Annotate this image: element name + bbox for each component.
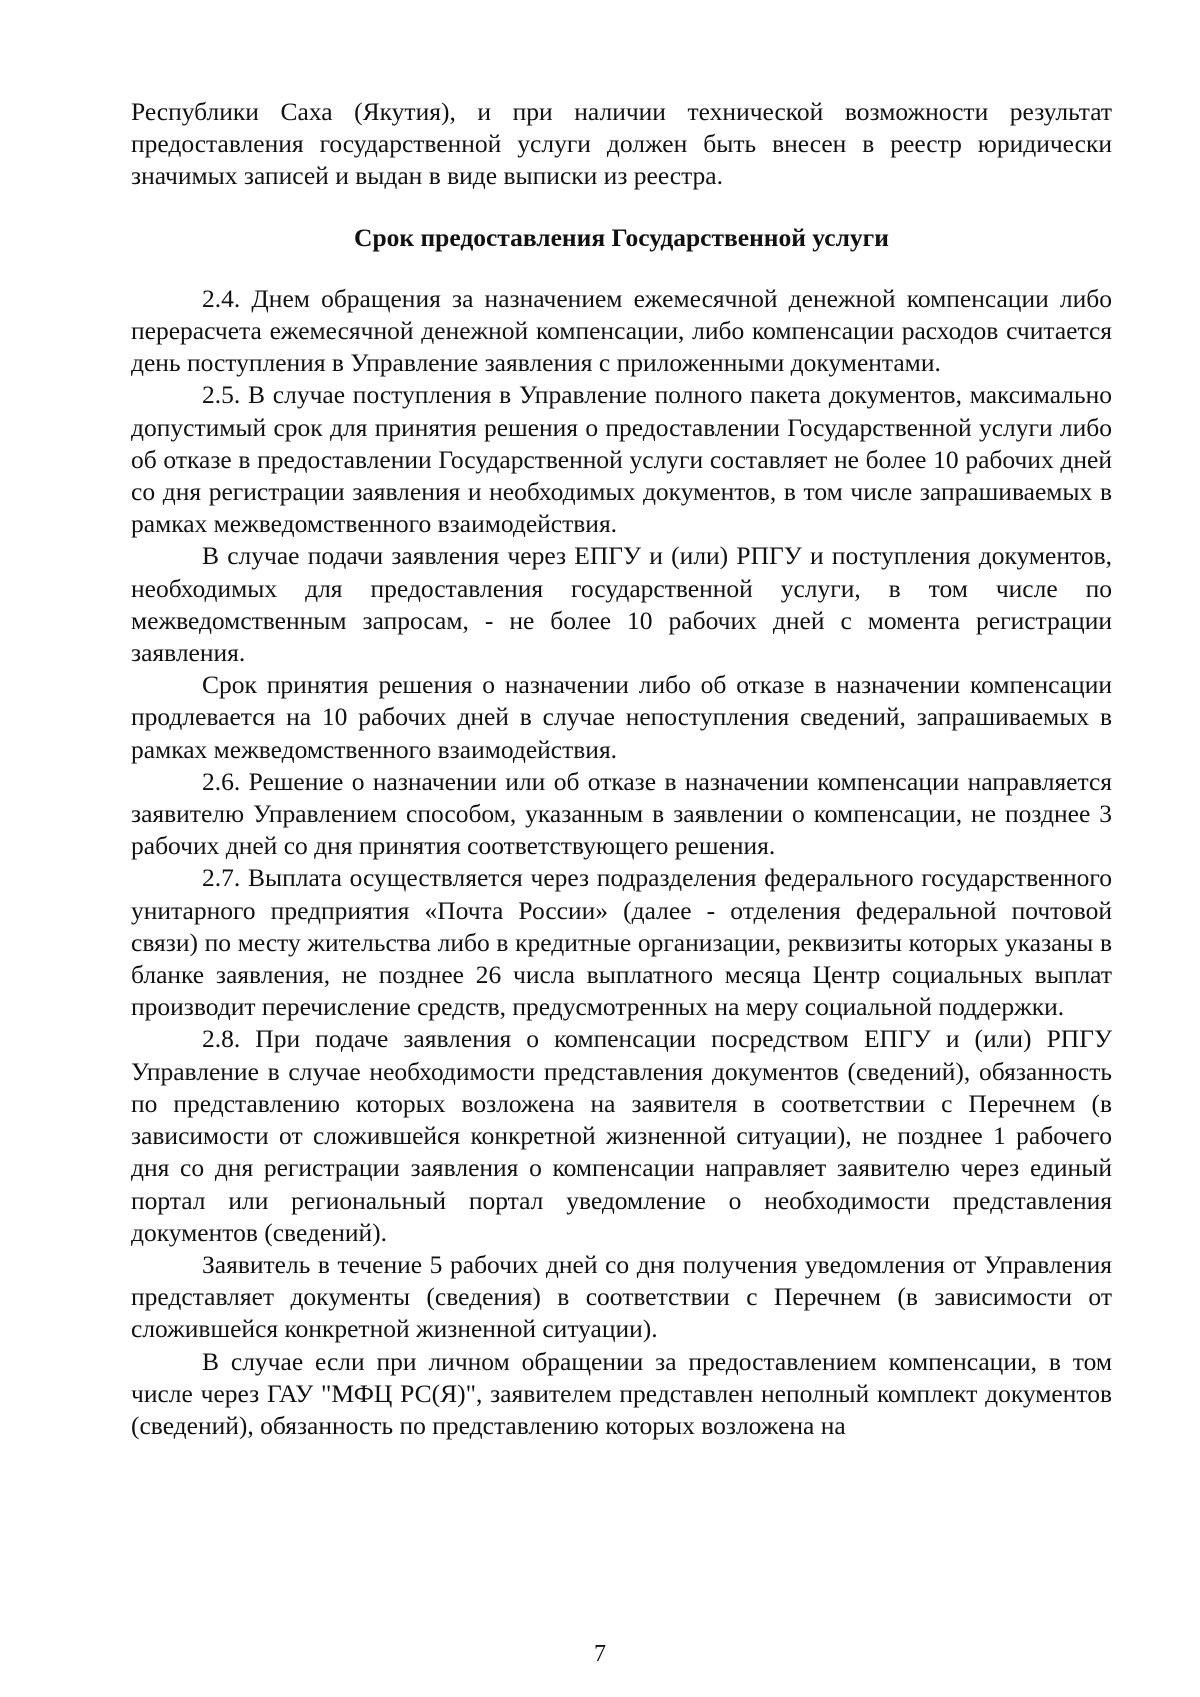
paragraph-decision-extension: Срок принятия решения о назначении либо об отказе в назначении компенсации продлевается на 10 рабочих дней в случае непоступления сведений, запрашиваемых в рамках межведомственного взаимодействия. — [131, 670, 1112, 764]
section-title: Срок предоставления Государственной услуги — [354, 222, 889, 252]
paragraph-2-6: 2.6. Решение о назначении или об отказе в назначении компенсации направляется заявителю Управлением способом, указанным в заявлении о компенсации, не позднее 3 рабочих дней со дня принятия соответствующего решения. — [131, 766, 1112, 861]
paragraph-2-8: 2.8. При подаче заявления о компенсации посредством ЕПГУ и (или) РПГУ Управление в случае необходимости представления документов (сведений), обязанность по представлению которых возложена на заявителя в соответствии с Перечнем (в зависимости от сложившейся конкретной жизненной ситуации), не позднее 1 рабочего дня со дня регистрации заявления о компенсации направляет заявителю через единый портал или региональный портал уведомление о необходимости представления документов (сведений). — [131, 1024, 1112, 1247]
paragraph-2-7: 2.7. Выплата осуществляется через подразделения федерального государственного унитарного предприятия «Почта России» (далее - отделения федеральной почтовой связи) по месту жительства либо в кредитные организации, реквизиты которых указаны в бланке заявления, не позднее 26 числа выплатного месяца Центр социальных выплат производит перечисление средств, предусмотренных на меру социальной поддержки. — [131, 863, 1112, 1022]
document-body — [131, 96, 1112, 1442]
paragraph-epgu-submission: В случае подачи заявления через ЕПГУ и (или) РПГУ и поступления документов, необходимых для предоставления государственной услуги, в том числе по межведомственным запросам, - не более 10 рабочих дней с момента регистрации заявления. — [131, 541, 1112, 668]
paragraph-incomplete-set: В случае если при личном обращении за предоставлением компенсации, в том числе через ГАУ "МФЦ РС(Я)", заявителем представлен неполный комплект документов (сведений), обязанность по представлению которых возложена на — [131, 1346, 1112, 1440]
paragraph-2-5: 2.5. В случае поступления в Управление полного пакета документов, максимально допустимый срок для принятия решения о предоставлении Государственной услуги либо об отказе в предоставлении Государственной услуги составляет не более 10 рабочих дней со дня регистрации заявления и необходимых документов, в том числе запрашиваемых в рамках межведомственного взаимодействия. — [131, 380, 1112, 539]
paragraph-applicant-deadline: Заявитель в течение 5 рабочих дней со дня получения уведомления от Управления представляет документы (сведения) в соответствии с Перечнем (в зависимости от сложившейся конкретной жизненной ситуации). — [131, 1249, 1112, 1344]
page-number: 7 — [594, 1641, 606, 1667]
paragraph-2-4: 2.4. Днем обращения за назначением ежемесячной денежной компенсации либо перерасчета ежемесячной денежной компенсации, либо компенсации расходов считается день поступления в Управление заявления с приложенными документами. — [131, 283, 1112, 378]
intro-paragraph: Республики Саха (Якутия), и при наличии технической возможности результат предоставления государственной услуги должен быть внесен в реестр юридически значимых записей и выдан в виде выписки из реестра. — [131, 97, 1112, 191]
